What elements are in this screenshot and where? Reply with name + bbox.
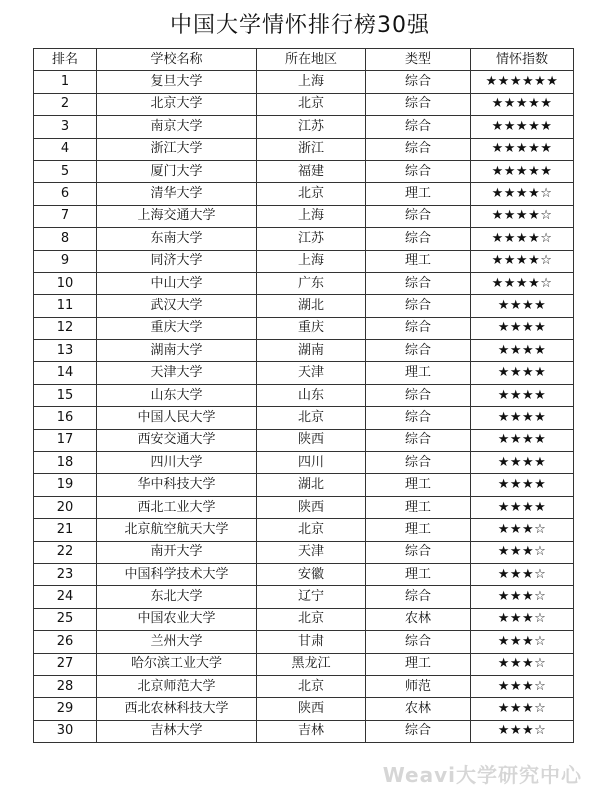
table-row [34, 362, 574, 384]
table-row [34, 250, 574, 272]
stars-cell: ★★★☆ [471, 563, 574, 585]
type-cell: 综合 [366, 407, 471, 429]
type-cell: 综合 [366, 452, 471, 474]
type-cell: 综合 [366, 586, 471, 608]
type-cell: 综合 [366, 384, 471, 406]
table-row [34, 295, 574, 317]
region-cell: 陕西 [257, 496, 366, 518]
school-cell: 中国人民大学 [97, 407, 257, 429]
stars-cell: ★★★★ [471, 317, 574, 339]
rank-cell: 24 [34, 586, 97, 608]
header-stars: 情怀指数 [471, 49, 574, 71]
header-rank: 排名 [34, 49, 97, 71]
school-cell: 清华大学 [97, 183, 257, 205]
rank-cell: 2 [34, 93, 97, 115]
school-cell: 复旦大学 [97, 71, 257, 93]
region-cell: 湖南 [257, 340, 366, 362]
stars-cell: ★★★★ [471, 295, 574, 317]
rank-cell: 18 [34, 452, 97, 474]
table-row [34, 720, 574, 742]
rank-cell: 10 [34, 272, 97, 294]
table-row [34, 407, 574, 429]
type-cell: 理工 [366, 362, 471, 384]
type-cell: 综合 [366, 93, 471, 115]
type-cell: 理工 [366, 563, 471, 585]
page-title: 中国大学情怀排行榜30强 [170, 13, 430, 38]
region-cell: 天津 [257, 362, 366, 384]
region-cell: 安徽 [257, 563, 366, 585]
region-cell: 上海 [257, 71, 366, 93]
rank-cell: 8 [34, 228, 97, 250]
stars-cell: ★★★★★ [471, 160, 574, 182]
rank-cell: 17 [34, 429, 97, 451]
school-cell: 西北工业大学 [97, 496, 257, 518]
ranking-table [33, 48, 574, 743]
region-cell: 湖北 [257, 295, 366, 317]
type-cell: 综合 [366, 71, 471, 93]
stars-cell: ★★★☆ [471, 720, 574, 742]
rank-cell: 29 [34, 698, 97, 720]
region-cell: 吉林 [257, 720, 366, 742]
region-cell: 黑龙江 [257, 653, 366, 675]
region-cell: 山东 [257, 384, 366, 406]
school-cell: 东南大学 [97, 228, 257, 250]
school-cell: 武汉大学 [97, 295, 257, 317]
table-row [34, 183, 574, 205]
region-cell: 北京 [257, 608, 366, 630]
school-cell: 上海交通大学 [97, 205, 257, 227]
stars-cell: ★★★★ [471, 474, 574, 496]
table-row [34, 93, 574, 115]
rank-cell: 15 [34, 384, 97, 406]
school-cell: 厦门大学 [97, 160, 257, 182]
school-cell: 北京师范大学 [97, 675, 257, 697]
type-cell: 综合 [366, 317, 471, 339]
school-cell: 同济大学 [97, 250, 257, 272]
school-cell: 北京大学 [97, 93, 257, 115]
school-cell: 华中科技大学 [97, 474, 257, 496]
table-row [34, 429, 574, 451]
table-row [34, 205, 574, 227]
type-cell: 综合 [366, 138, 471, 160]
stars-cell: ★★★★☆ [471, 205, 574, 227]
stars-cell: ★★★★ [471, 496, 574, 518]
type-cell: 综合 [366, 116, 471, 138]
region-cell: 天津 [257, 541, 366, 563]
table-row [34, 340, 574, 362]
stars-cell: ★★★★ [471, 452, 574, 474]
table-row [34, 631, 574, 653]
rank-cell: 23 [34, 563, 97, 585]
region-cell: 福建 [257, 160, 366, 182]
table-row [34, 228, 574, 250]
school-cell: 南京大学 [97, 116, 257, 138]
stars-cell: ★★★★☆ [471, 228, 574, 250]
region-cell: 上海 [257, 205, 366, 227]
stars-cell: ★★★☆ [471, 541, 574, 563]
type-cell: 农林 [366, 698, 471, 720]
type-cell: 理工 [366, 496, 471, 518]
stars-cell: ★★★☆ [471, 586, 574, 608]
table-row [34, 138, 574, 160]
school-cell: 西安交通大学 [97, 429, 257, 451]
table-row [34, 608, 574, 630]
table-row [34, 563, 574, 585]
stars-cell: ★★★☆ [471, 698, 574, 720]
stars-cell: ★★★★☆ [471, 272, 574, 294]
stars-cell: ★★★★ [471, 340, 574, 362]
rank-cell: 9 [34, 250, 97, 272]
watermark: Weavi大学研究中心 [382, 763, 582, 787]
region-cell: 浙江 [257, 138, 366, 160]
header-type: 类型 [366, 49, 471, 71]
type-cell: 综合 [366, 295, 471, 317]
rank-cell: 11 [34, 295, 97, 317]
rank-cell: 26 [34, 631, 97, 653]
table-row [34, 541, 574, 563]
rank-cell: 25 [34, 608, 97, 630]
type-cell: 师范 [366, 675, 471, 697]
table-row [34, 675, 574, 697]
type-cell: 综合 [366, 631, 471, 653]
table-row [34, 474, 574, 496]
type-cell: 综合 [366, 228, 471, 250]
type-cell: 理工 [366, 519, 471, 541]
stars-cell: ★★★☆ [471, 631, 574, 653]
region-cell: 江苏 [257, 228, 366, 250]
school-cell: 东北大学 [97, 586, 257, 608]
rank-cell: 22 [34, 541, 97, 563]
table-row [34, 653, 574, 675]
table-row [34, 452, 574, 474]
school-cell: 中国农业大学 [97, 608, 257, 630]
rank-cell: 13 [34, 340, 97, 362]
table-row [34, 160, 574, 182]
stars-cell: ★★★★ [471, 429, 574, 451]
rank-cell: 12 [34, 317, 97, 339]
region-cell: 辽宁 [257, 586, 366, 608]
school-cell: 中国科学技术大学 [97, 563, 257, 585]
rank-cell: 4 [34, 138, 97, 160]
table-header-row [34, 49, 574, 71]
table-row [34, 698, 574, 720]
rank-cell: 14 [34, 362, 97, 384]
region-cell: 重庆 [257, 317, 366, 339]
type-cell: 综合 [366, 272, 471, 294]
region-cell: 上海 [257, 250, 366, 272]
region-cell: 广东 [257, 272, 366, 294]
table-row [34, 384, 574, 406]
type-cell: 理工 [366, 474, 471, 496]
school-cell: 山东大学 [97, 384, 257, 406]
rank-cell: 7 [34, 205, 97, 227]
type-cell: 综合 [366, 429, 471, 451]
rank-cell: 27 [34, 653, 97, 675]
table-row [34, 272, 574, 294]
type-cell: 理工 [366, 250, 471, 272]
stars-cell: ★★★☆ [471, 675, 574, 697]
rank-cell: 30 [34, 720, 97, 742]
rank-cell: 3 [34, 116, 97, 138]
header-school: 学校名称 [97, 49, 257, 71]
type-cell: 综合 [366, 205, 471, 227]
rank-cell: 19 [34, 474, 97, 496]
rank-cell: 16 [34, 407, 97, 429]
table-row [34, 586, 574, 608]
stars-cell: ★★★☆ [471, 653, 574, 675]
region-cell: 陕西 [257, 429, 366, 451]
header-region: 所在地区 [257, 49, 366, 71]
table-row [34, 519, 574, 541]
type-cell: 综合 [366, 340, 471, 362]
region-cell: 四川 [257, 452, 366, 474]
stars-cell: ★★★★★ [471, 138, 574, 160]
rank-cell: 5 [34, 160, 97, 182]
school-cell: 西北农林科技大学 [97, 698, 257, 720]
school-cell: 中山大学 [97, 272, 257, 294]
table-row [34, 317, 574, 339]
school-cell: 湖南大学 [97, 340, 257, 362]
region-cell: 北京 [257, 519, 366, 541]
stars-cell: ★★★★ [471, 407, 574, 429]
stars-cell: ★★★★☆ [471, 183, 574, 205]
school-cell: 哈尔滨工业大学 [97, 653, 257, 675]
stars-cell: ★★★★★ [471, 116, 574, 138]
rank-cell: 20 [34, 496, 97, 518]
type-cell: 综合 [366, 541, 471, 563]
school-cell: 兰州大学 [97, 631, 257, 653]
school-cell: 天津大学 [97, 362, 257, 384]
region-cell: 北京 [257, 407, 366, 429]
stars-cell: ★★★★★★ [471, 71, 574, 93]
region-cell: 陕西 [257, 698, 366, 720]
table-row [34, 116, 574, 138]
type-cell: 综合 [366, 720, 471, 742]
school-cell: 浙江大学 [97, 138, 257, 160]
table-row [34, 496, 574, 518]
stars-cell: ★★★★★ [471, 93, 574, 115]
rank-cell: 1 [34, 71, 97, 93]
region-cell: 北京 [257, 675, 366, 697]
rank-cell: 6 [34, 183, 97, 205]
region-cell: 江苏 [257, 116, 366, 138]
stars-cell: ★★★★☆ [471, 250, 574, 272]
stars-cell: ★★★★ [471, 362, 574, 384]
school-cell: 南开大学 [97, 541, 257, 563]
region-cell: 北京 [257, 93, 366, 115]
school-cell: 四川大学 [97, 452, 257, 474]
school-cell: 北京航空航天大学 [97, 519, 257, 541]
region-cell: 北京 [257, 183, 366, 205]
type-cell: 理工 [366, 183, 471, 205]
school-cell: 吉林大学 [97, 720, 257, 742]
region-cell: 湖北 [257, 474, 366, 496]
stars-cell: ★★★☆ [471, 519, 574, 541]
school-cell: 重庆大学 [97, 317, 257, 339]
type-cell: 理工 [366, 653, 471, 675]
table-row [34, 71, 574, 93]
rank-cell: 28 [34, 675, 97, 697]
rank-cell: 21 [34, 519, 97, 541]
region-cell: 甘肃 [257, 631, 366, 653]
stars-cell: ★★★★ [471, 384, 574, 406]
type-cell: 综合 [366, 160, 471, 182]
stars-cell: ★★★☆ [471, 608, 574, 630]
type-cell: 农林 [366, 608, 471, 630]
